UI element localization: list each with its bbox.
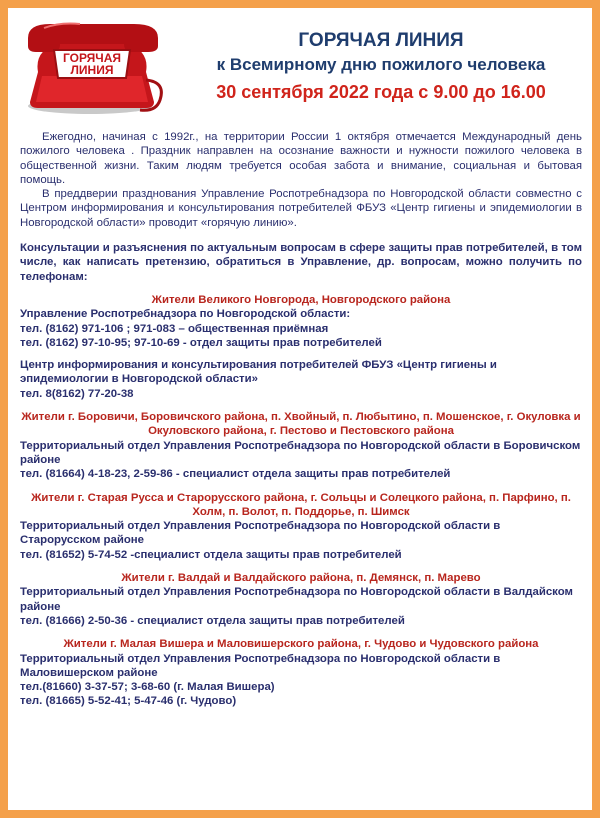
paragraph-intro-2: В преддверии празднования Управление Роспотребнадзора по Новгородской области совместно с Центром информирования и консультирования потребителей ФБУЗ «Центр гигиены и эпидемиологии в Новгородской области» проводит «горячую линию». xyxy=(20,188,582,229)
consultation-intro: Консультации и разъяснения по актуальным вопросам в сфере защиты прав потребителей, в том числе, как написать претензию, обратиться в Управление, др. вопросам, можно получить по телефонам: xyxy=(20,242,582,283)
org-name: Территориальный отдел Управления Роспотребнадзора по Новгородской области в Валдайском районе xyxy=(20,586,573,613)
phone-line: тел. (8162) 971-106 ; 971-083 – общественная приёмная xyxy=(20,322,329,335)
page-subtitle: к Всемирному дню пожилого человека xyxy=(216,55,546,74)
page-title: ГОРЯЧАЯ ЛИНИЯ xyxy=(298,30,464,51)
org-name: Управление Роспотребнадзора по Новгородской области: xyxy=(20,308,351,321)
phone-line: тел. (8162) 97-10-95; 97-10-69 - отдел защиты прав потребителей xyxy=(20,336,382,349)
phone-line: тел. (81652) 5-74-52 -специалист отдела защиты прав потребителей xyxy=(20,548,402,561)
phone-line: тел. (81665) 5-52-41; 5-47-46 (г. Чудово) xyxy=(20,695,237,708)
phone-label-line2: ЛИНИЯ xyxy=(70,63,114,77)
org-name: Центр информирования и консультирования потребителей ФБУЗ «Центр гигиены и эпидемиологии в Новгородской области» xyxy=(20,359,497,386)
org-name: Территориальный отдел Управления Роспотребнадзора по Новгородской области в Боровичском районе xyxy=(20,439,581,466)
poster xyxy=(8,8,592,810)
header xyxy=(176,30,586,104)
phone-line: тел. 8(8162) 77-20-38 xyxy=(20,387,134,400)
phone-line: тел.(81660) 3-37-57; 3-68-60 (г. Малая Вишера) xyxy=(20,681,275,694)
paragraph-intro-1: Ежегодно, начиная с 1992г., на территории России 1 октября отмечается Международный день пожилого человека . Праздник направлен на осознание важности и нужности пожилого человека в общественной жизни. Таким людям требуется особая забота и внимание, социальная и бытовая помощь. xyxy=(20,131,582,186)
content xyxy=(20,130,582,709)
region-heading: Жители Великого Новгорода, Новгородского района xyxy=(151,293,451,306)
red-telephone-icon xyxy=(20,20,168,116)
region-heading: Жители г. Боровичи, Боровичского района, п. Хвойный, п. Любытино, п. Мошенское, г. Окуловка и Окуловского района, г. Пестово и Пестовского района xyxy=(21,411,581,438)
region-heading: Жители г. Малая Вишера и Маловишерского района, г. Чудово и Чудовского района xyxy=(63,638,539,651)
region-heading: Жители г. Старая Русса и Старорусского района, г. Сольцы и Солецкого района, п. Парфино, п. Холм, п. Волот, п. Поддорье, п. Шимск xyxy=(31,491,571,518)
event-date: 30 сентября 2022 года с 9.00 до 16.00 xyxy=(216,82,546,102)
region-heading: Жители г. Валдай и Валдайского района, п. Демянск, п. Марево xyxy=(121,572,481,585)
org-name: Территориальный отдел Управления Роспотребнадзора по Новгородской области в Маловишерском районе xyxy=(20,652,501,679)
phone-line: тел. (81666) 2-50-36 - специалист отдела защиты прав потребителей xyxy=(20,614,405,627)
phone-label-line1: ГОРЯЧАЯ xyxy=(62,51,122,65)
phone-line: тел. (81664) 4-18-23, 2-59-86 - специалист отдела защиты прав потребителей xyxy=(20,468,451,481)
org-name: Территориальный отдел Управления Роспотребнадзора по Новгородской области в Старорусском районе xyxy=(20,520,501,547)
